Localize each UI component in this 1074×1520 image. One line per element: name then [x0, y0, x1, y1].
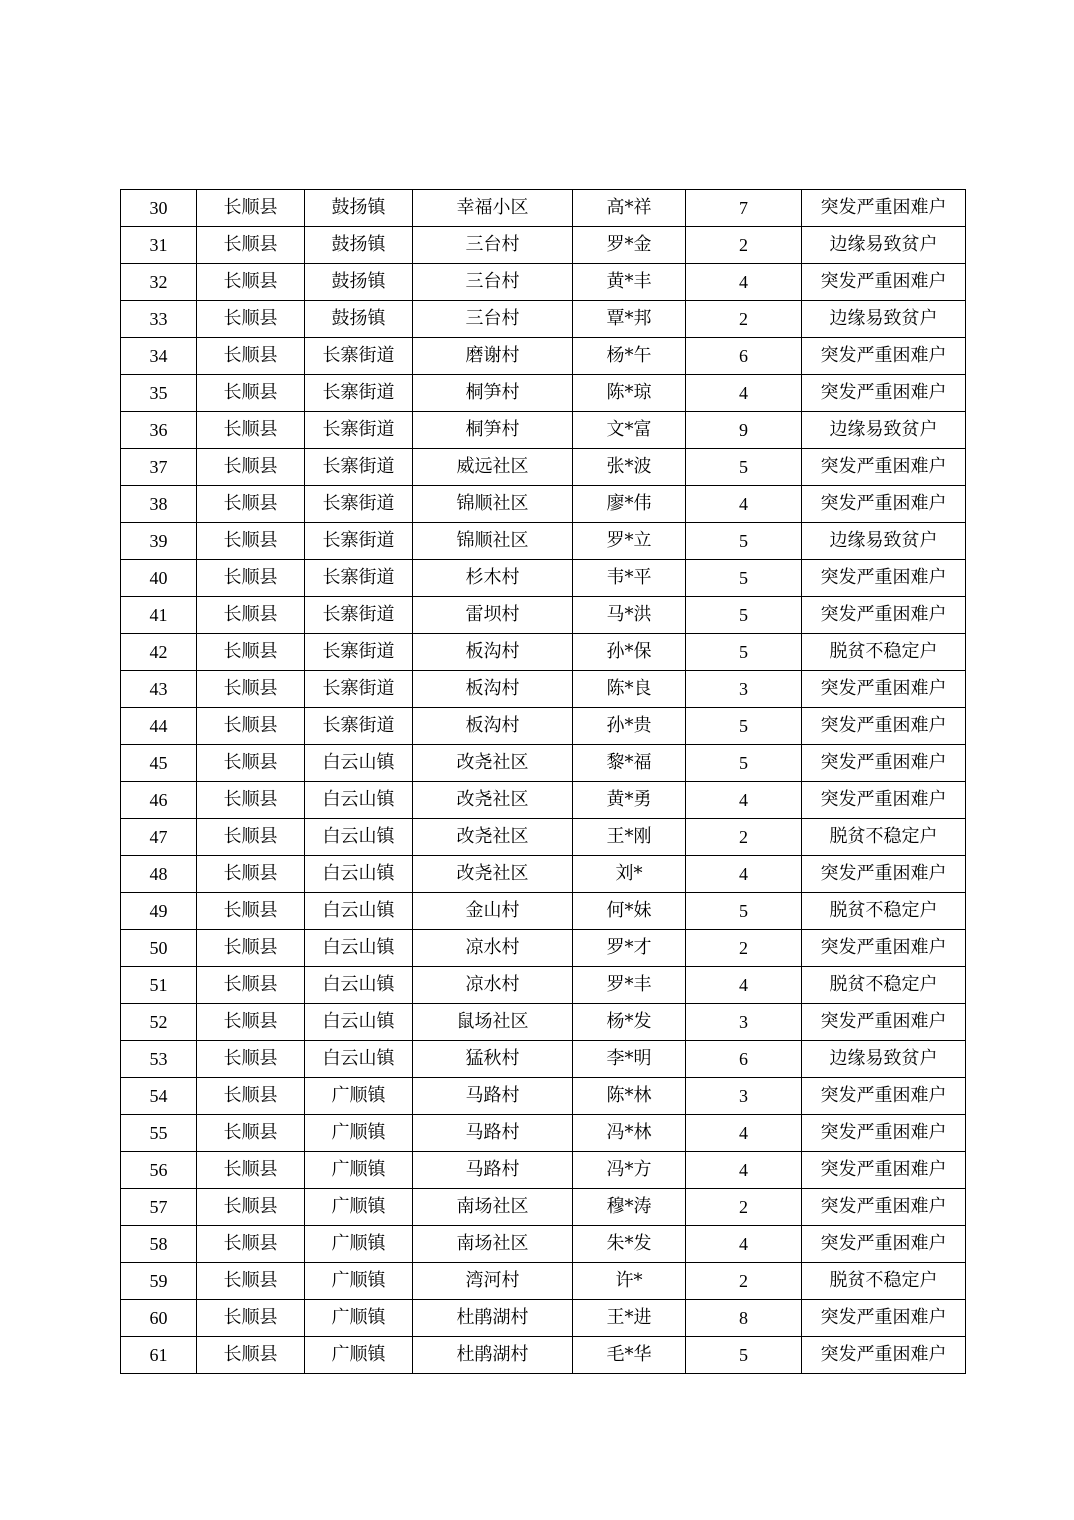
- county-cell: 长顺县: [197, 523, 305, 560]
- row-number-cell: 59: [121, 1263, 197, 1300]
- householder-name-cell: 杨*午: [573, 338, 686, 375]
- county-cell: 长顺县: [197, 708, 305, 745]
- town-cell: 白云山镇: [305, 893, 413, 930]
- county-cell: 长顺县: [197, 1115, 305, 1152]
- row-number-cell: 32: [121, 264, 197, 301]
- town-cell: 长寨街道: [305, 671, 413, 708]
- county-cell: 长顺县: [197, 1078, 305, 1115]
- row-number-cell: 42: [121, 634, 197, 671]
- household-type-cell: 边缘易致贫户: [802, 1041, 966, 1078]
- householder-name-cell: 杨*发: [573, 1004, 686, 1041]
- household-type-cell: 突发严重困难户: [802, 375, 966, 412]
- household-type-cell: 边缘易致贫户: [802, 523, 966, 560]
- row-number-cell: 56: [121, 1152, 197, 1189]
- householder-name-cell: 朱*发: [573, 1226, 686, 1263]
- table-row: [121, 1189, 966, 1226]
- county-cell: 长顺县: [197, 560, 305, 597]
- table-row: [121, 1300, 966, 1337]
- town-cell: 广顺镇: [305, 1189, 413, 1226]
- household-size-cell: 5: [686, 523, 802, 560]
- village-cell: 改尧社区: [413, 782, 573, 819]
- row-number-cell: 33: [121, 301, 197, 338]
- village-cell: 改尧社区: [413, 819, 573, 856]
- village-cell: 桐笋村: [413, 375, 573, 412]
- village-cell: 改尧社区: [413, 745, 573, 782]
- householder-name-cell: 黎*福: [573, 745, 686, 782]
- row-number-cell: 45: [121, 745, 197, 782]
- household-type-cell: 突发严重困难户: [802, 1115, 966, 1152]
- row-number-cell: 44: [121, 708, 197, 745]
- household-size-cell: 4: [686, 486, 802, 523]
- county-cell: 长顺县: [197, 856, 305, 893]
- town-cell: 长寨街道: [305, 597, 413, 634]
- household-size-cell: 4: [686, 375, 802, 412]
- village-cell: 凉水村: [413, 967, 573, 1004]
- county-cell: 长顺县: [197, 967, 305, 1004]
- householder-name-cell: 王*进: [573, 1300, 686, 1337]
- householder-name-cell: 陈*琼: [573, 375, 686, 412]
- householder-name-cell: 张*波: [573, 449, 686, 486]
- householder-name-cell: 罗*丰: [573, 967, 686, 1004]
- household-type-cell: 突发严重困难户: [802, 856, 966, 893]
- table-row: [121, 375, 966, 412]
- householder-name-cell: 陈*良: [573, 671, 686, 708]
- town-cell: 广顺镇: [305, 1115, 413, 1152]
- household-type-cell: 突发严重困难户: [802, 449, 966, 486]
- county-cell: 长顺县: [197, 1263, 305, 1300]
- table-row: [121, 671, 966, 708]
- table-row: [121, 523, 966, 560]
- village-cell: 南场社区: [413, 1189, 573, 1226]
- row-number-cell: 30: [121, 190, 197, 227]
- row-number-cell: 60: [121, 1300, 197, 1337]
- village-cell: 凉水村: [413, 930, 573, 967]
- table-row: [121, 1152, 966, 1189]
- householder-name-cell: 何*妹: [573, 893, 686, 930]
- row-number-cell: 34: [121, 338, 197, 375]
- household-size-cell: 2: [686, 301, 802, 338]
- town-cell: 白云山镇: [305, 782, 413, 819]
- town-cell: 长寨街道: [305, 338, 413, 375]
- village-cell: 马路村: [413, 1078, 573, 1115]
- table-row: [121, 893, 966, 930]
- table-row: [121, 856, 966, 893]
- town-cell: 白云山镇: [305, 967, 413, 1004]
- town-cell: 长寨街道: [305, 560, 413, 597]
- town-cell: 鼓扬镇: [305, 301, 413, 338]
- household-type-cell: 突发严重困难户: [802, 338, 966, 375]
- village-cell: 三台村: [413, 264, 573, 301]
- household-type-cell: 突发严重困难户: [802, 190, 966, 227]
- household-type-cell: 脱贫不稳定户: [802, 634, 966, 671]
- table-row: [121, 1078, 966, 1115]
- table-row: [121, 708, 966, 745]
- household-type-cell: 脱贫不稳定户: [802, 967, 966, 1004]
- household-type-cell: 突发严重困难户: [802, 708, 966, 745]
- county-cell: 长顺县: [197, 1152, 305, 1189]
- county-cell: 长顺县: [197, 264, 305, 301]
- row-number-cell: 57: [121, 1189, 197, 1226]
- village-cell: 板沟村: [413, 671, 573, 708]
- row-number-cell: 36: [121, 412, 197, 449]
- household-type-cell: 脱贫不稳定户: [802, 1263, 966, 1300]
- table-row: [121, 1226, 966, 1263]
- household-type-cell: 突发严重困难户: [802, 745, 966, 782]
- row-number-cell: 53: [121, 1041, 197, 1078]
- householder-name-cell: 罗*金: [573, 227, 686, 264]
- householder-name-cell: 王*刚: [573, 819, 686, 856]
- town-cell: 白云山镇: [305, 1004, 413, 1041]
- village-cell: 猛秋村: [413, 1041, 573, 1078]
- household-size-cell: 3: [686, 671, 802, 708]
- household-size-cell: 4: [686, 967, 802, 1004]
- householder-name-cell: 罗*才: [573, 930, 686, 967]
- town-cell: 长寨街道: [305, 375, 413, 412]
- row-number-cell: 40: [121, 560, 197, 597]
- town-cell: 广顺镇: [305, 1078, 413, 1115]
- town-cell: 广顺镇: [305, 1152, 413, 1189]
- table-row: [121, 560, 966, 597]
- village-cell: 幸福小区: [413, 190, 573, 227]
- household-size-cell: 8: [686, 1300, 802, 1337]
- village-cell: 板沟村: [413, 708, 573, 745]
- household-size-cell: 5: [686, 449, 802, 486]
- county-cell: 长顺县: [197, 486, 305, 523]
- household-size-cell: 5: [686, 893, 802, 930]
- household-type-cell: 脱贫不稳定户: [802, 893, 966, 930]
- table-row: [121, 967, 966, 1004]
- table-row: [121, 264, 966, 301]
- county-cell: 长顺县: [197, 930, 305, 967]
- household-size-cell: 9: [686, 412, 802, 449]
- household-type-cell: 突发严重困难户: [802, 597, 966, 634]
- county-cell: 长顺县: [197, 1189, 305, 1226]
- table-row: [121, 819, 966, 856]
- table-row: [121, 1041, 966, 1078]
- table-row: [121, 486, 966, 523]
- householder-name-cell: 孙*保: [573, 634, 686, 671]
- village-cell: 改尧社区: [413, 856, 573, 893]
- household-type-cell: 突发严重困难户: [802, 1300, 966, 1337]
- county-cell: 长顺县: [197, 375, 305, 412]
- county-cell: 长顺县: [197, 1226, 305, 1263]
- row-number-cell: 58: [121, 1226, 197, 1263]
- household-type-cell: 突发严重困难户: [802, 560, 966, 597]
- county-cell: 长顺县: [197, 671, 305, 708]
- household-type-cell: 突发严重困难户: [802, 1226, 966, 1263]
- town-cell: 长寨街道: [305, 486, 413, 523]
- row-number-cell: 54: [121, 1078, 197, 1115]
- county-cell: 长顺县: [197, 190, 305, 227]
- household-size-cell: 4: [686, 1115, 802, 1152]
- row-number-cell: 35: [121, 375, 197, 412]
- household-type-cell: 突发严重困难户: [802, 1337, 966, 1374]
- table-row: [121, 1115, 966, 1152]
- household-type-cell: 突发严重困难户: [802, 486, 966, 523]
- row-number-cell: 43: [121, 671, 197, 708]
- household-type-cell: 突发严重困难户: [802, 782, 966, 819]
- village-cell: 三台村: [413, 227, 573, 264]
- village-cell: 南场社区: [413, 1226, 573, 1263]
- town-cell: 长寨街道: [305, 523, 413, 560]
- table-row: [121, 227, 966, 264]
- row-number-cell: 49: [121, 893, 197, 930]
- table-row: [121, 338, 966, 375]
- table-row: [121, 1004, 966, 1041]
- household-size-cell: 2: [686, 227, 802, 264]
- household-size-cell: 2: [686, 1263, 802, 1300]
- town-cell: 广顺镇: [305, 1263, 413, 1300]
- town-cell: 长寨街道: [305, 412, 413, 449]
- household-size-cell: 3: [686, 1078, 802, 1115]
- town-cell: 广顺镇: [305, 1337, 413, 1374]
- householder-name-cell: 冯*方: [573, 1152, 686, 1189]
- village-cell: 锦顺社区: [413, 486, 573, 523]
- row-number-cell: 51: [121, 967, 197, 1004]
- household-size-cell: 4: [686, 856, 802, 893]
- village-cell: 威远社区: [413, 449, 573, 486]
- row-number-cell: 38: [121, 486, 197, 523]
- household-size-cell: 7: [686, 190, 802, 227]
- town-cell: 长寨街道: [305, 634, 413, 671]
- household-type-cell: 突发严重困难户: [802, 264, 966, 301]
- village-cell: 杜鹃湖村: [413, 1300, 573, 1337]
- householder-name-cell: 刘*: [573, 856, 686, 893]
- household-size-cell: 5: [686, 597, 802, 634]
- household-table: [120, 189, 966, 1374]
- table-row: [121, 412, 966, 449]
- household-size-cell: 5: [686, 560, 802, 597]
- row-number-cell: 50: [121, 930, 197, 967]
- household-type-cell: 突发严重困难户: [802, 1004, 966, 1041]
- town-cell: 白云山镇: [305, 856, 413, 893]
- householder-name-cell: 文*富: [573, 412, 686, 449]
- household-type-cell: 突发严重困难户: [802, 930, 966, 967]
- table-row: [121, 190, 966, 227]
- row-number-cell: 41: [121, 597, 197, 634]
- town-cell: 白云山镇: [305, 819, 413, 856]
- household-size-cell: 2: [686, 819, 802, 856]
- table-row: [121, 1263, 966, 1300]
- county-cell: 长顺县: [197, 1004, 305, 1041]
- household-type-cell: 突发严重困难户: [802, 1189, 966, 1226]
- village-cell: 杉木村: [413, 560, 573, 597]
- village-cell: 马路村: [413, 1152, 573, 1189]
- village-cell: 磨谢村: [413, 338, 573, 375]
- household-size-cell: 5: [686, 1337, 802, 1374]
- householder-name-cell: 穆*涛: [573, 1189, 686, 1226]
- row-number-cell: 52: [121, 1004, 197, 1041]
- county-cell: 长顺县: [197, 893, 305, 930]
- table-row: [121, 449, 966, 486]
- householder-name-cell: 马*洪: [573, 597, 686, 634]
- county-cell: 长顺县: [197, 1337, 305, 1374]
- row-number-cell: 61: [121, 1337, 197, 1374]
- county-cell: 长顺县: [197, 782, 305, 819]
- village-cell: 马路村: [413, 1115, 573, 1152]
- household-size-cell: 4: [686, 264, 802, 301]
- row-number-cell: 39: [121, 523, 197, 560]
- town-cell: 白云山镇: [305, 930, 413, 967]
- householder-name-cell: 廖*伟: [573, 486, 686, 523]
- householder-name-cell: 高*祥: [573, 190, 686, 227]
- household-type-cell: 边缘易致贫户: [802, 412, 966, 449]
- householder-name-cell: 李*明: [573, 1041, 686, 1078]
- town-cell: 广顺镇: [305, 1300, 413, 1337]
- household-size-cell: 6: [686, 1041, 802, 1078]
- householder-name-cell: 罗*立: [573, 523, 686, 560]
- county-cell: 长顺县: [197, 1041, 305, 1078]
- village-cell: 三台村: [413, 301, 573, 338]
- village-cell: 桐笋村: [413, 412, 573, 449]
- village-cell: 雷坝村: [413, 597, 573, 634]
- row-number-cell: 55: [121, 1115, 197, 1152]
- town-cell: 白云山镇: [305, 745, 413, 782]
- village-cell: 锦顺社区: [413, 523, 573, 560]
- householder-name-cell: 毛*华: [573, 1337, 686, 1374]
- householder-name-cell: 黄*丰: [573, 264, 686, 301]
- household-size-cell: 5: [686, 745, 802, 782]
- town-cell: 长寨街道: [305, 449, 413, 486]
- village-cell: 湾河村: [413, 1263, 573, 1300]
- village-cell: 板沟村: [413, 634, 573, 671]
- table-row: [121, 1337, 966, 1374]
- householder-name-cell: 覃*邦: [573, 301, 686, 338]
- county-cell: 长顺县: [197, 1300, 305, 1337]
- row-number-cell: 48: [121, 856, 197, 893]
- household-size-cell: 4: [686, 1226, 802, 1263]
- row-number-cell: 47: [121, 819, 197, 856]
- table-body: [121, 190, 966, 1374]
- county-cell: 长顺县: [197, 338, 305, 375]
- household-size-cell: 2: [686, 930, 802, 967]
- householder-name-cell: 黄*勇: [573, 782, 686, 819]
- village-cell: 金山村: [413, 893, 573, 930]
- town-cell: 鼓扬镇: [305, 264, 413, 301]
- village-cell: 鼠场社区: [413, 1004, 573, 1041]
- town-cell: 长寨街道: [305, 708, 413, 745]
- row-number-cell: 46: [121, 782, 197, 819]
- town-cell: 白云山镇: [305, 1041, 413, 1078]
- town-cell: 鼓扬镇: [305, 227, 413, 264]
- town-cell: 鼓扬镇: [305, 190, 413, 227]
- household-type-cell: 边缘易致贫户: [802, 227, 966, 264]
- householder-name-cell: 韦*平: [573, 560, 686, 597]
- household-size-cell: 2: [686, 1189, 802, 1226]
- table-row: [121, 745, 966, 782]
- county-cell: 长顺县: [197, 227, 305, 264]
- table-row: [121, 782, 966, 819]
- household-size-cell: 5: [686, 708, 802, 745]
- household-type-cell: 脱贫不稳定户: [802, 819, 966, 856]
- household-size-cell: 5: [686, 634, 802, 671]
- household-size-cell: 4: [686, 1152, 802, 1189]
- household-type-cell: 突发严重困难户: [802, 671, 966, 708]
- householder-name-cell: 冯*林: [573, 1115, 686, 1152]
- table-row: [121, 634, 966, 671]
- county-cell: 长顺县: [197, 634, 305, 671]
- table-row: [121, 597, 966, 634]
- county-cell: 长顺县: [197, 301, 305, 338]
- county-cell: 长顺县: [197, 745, 305, 782]
- household-size-cell: 3: [686, 1004, 802, 1041]
- household-size-cell: 4: [686, 782, 802, 819]
- row-number-cell: 31: [121, 227, 197, 264]
- county-cell: 长顺县: [197, 819, 305, 856]
- household-type-cell: 突发严重困难户: [802, 1078, 966, 1115]
- householder-name-cell: 孙*贵: [573, 708, 686, 745]
- row-number-cell: 37: [121, 449, 197, 486]
- village-cell: 杜鹃湖村: [413, 1337, 573, 1374]
- table-row: [121, 930, 966, 967]
- county-cell: 长顺县: [197, 412, 305, 449]
- household-size-cell: 6: [686, 338, 802, 375]
- county-cell: 长顺县: [197, 597, 305, 634]
- county-cell: 长顺县: [197, 449, 305, 486]
- household-type-cell: 突发严重困难户: [802, 1152, 966, 1189]
- householder-name-cell: 许*: [573, 1263, 686, 1300]
- town-cell: 广顺镇: [305, 1226, 413, 1263]
- householder-name-cell: 陈*林: [573, 1078, 686, 1115]
- household-type-cell: 边缘易致贫户: [802, 301, 966, 338]
- table-row: [121, 301, 966, 338]
